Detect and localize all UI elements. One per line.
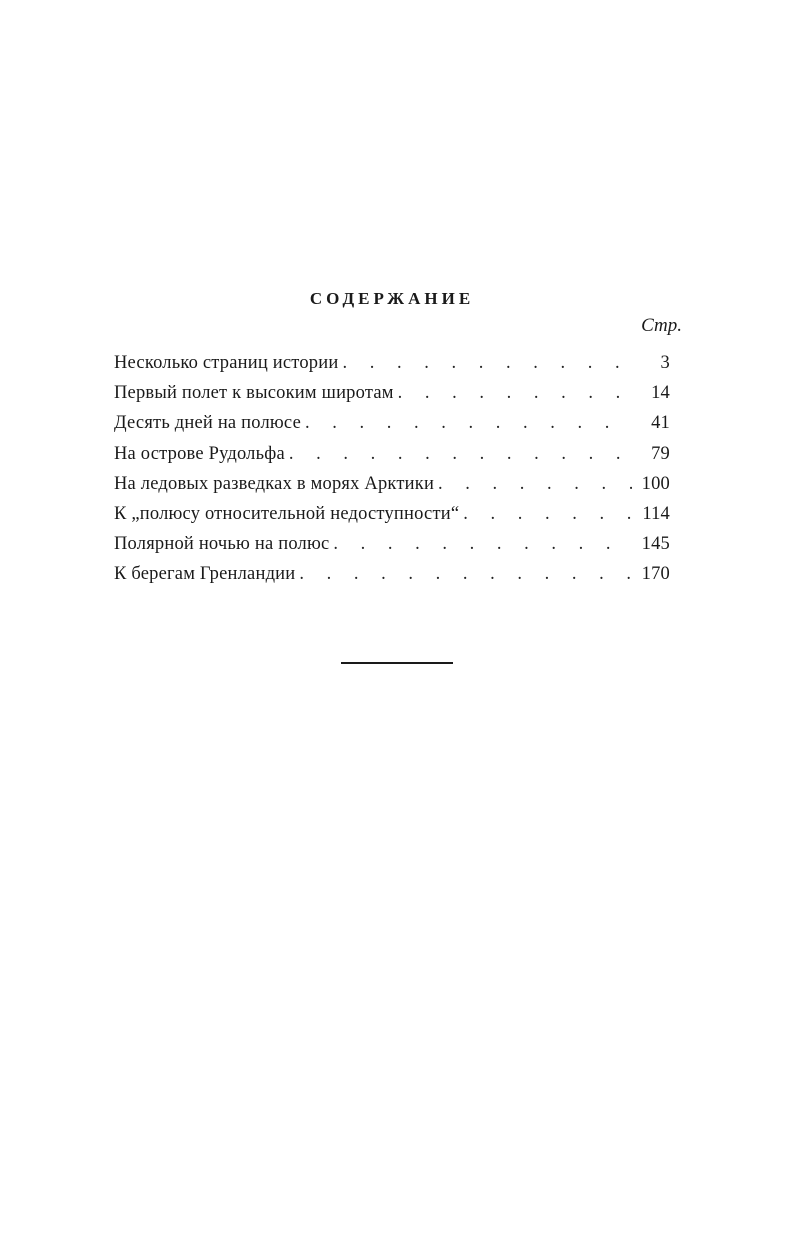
toc-entry[interactable] <box>114 439 670 469</box>
toc-entry[interactable] <box>114 408 670 438</box>
toc-entry[interactable] <box>114 559 670 589</box>
toc-entry-title: К берегам Гренландии <box>114 564 296 585</box>
dot-leader <box>329 529 632 559</box>
toc-entry-page: 170 <box>641 564 670 585</box>
toc-entry[interactable] <box>114 348 670 378</box>
dot-leader <box>394 378 632 408</box>
toc-title: СОДЕРЖАНИЕ <box>309 289 475 308</box>
toc-entry-page: 114 <box>642 503 670 524</box>
dot-leader <box>295 559 632 589</box>
toc-entry[interactable] <box>114 499 670 529</box>
toc-entry-page: 79 <box>651 443 670 464</box>
dot-leader <box>434 469 632 499</box>
toc-entry-title: К „полюсу относительной недоступности“ <box>114 503 460 524</box>
closing-divider <box>341 662 453 664</box>
toc-entries <box>114 348 670 590</box>
toc-entry-page: 41 <box>651 413 670 434</box>
toc-entry-page: 145 <box>641 534 670 555</box>
toc-entry-title: Полярной ночью на полюс <box>114 534 330 555</box>
toc-entry[interactable] <box>114 529 670 559</box>
toc-entry-page: 3 <box>660 353 670 373</box>
toc-entry[interactable] <box>114 469 670 499</box>
toc-entry[interactable] <box>114 378 670 408</box>
dot-leader <box>459 499 632 529</box>
page-column-label: Стр. <box>641 315 682 336</box>
dot-leader <box>301 408 632 438</box>
toc-entry-title: На ледовых разведках в морях Арктики <box>114 473 435 494</box>
toc-entry-title: На острове Рудольфа <box>114 443 285 464</box>
table-of-contents <box>114 286 682 590</box>
toc-entry-page: 14 <box>651 383 670 404</box>
toc-entry-title: Десять дней на полюсе <box>114 413 301 434</box>
dot-leader <box>338 348 632 378</box>
toc-entry-title: Несколько страниц истории <box>114 353 339 373</box>
toc-entry-title: Первый полет к высоким широтам <box>114 383 394 404</box>
toc-entry-page: 100 <box>641 473 670 494</box>
dot-leader <box>285 439 632 469</box>
